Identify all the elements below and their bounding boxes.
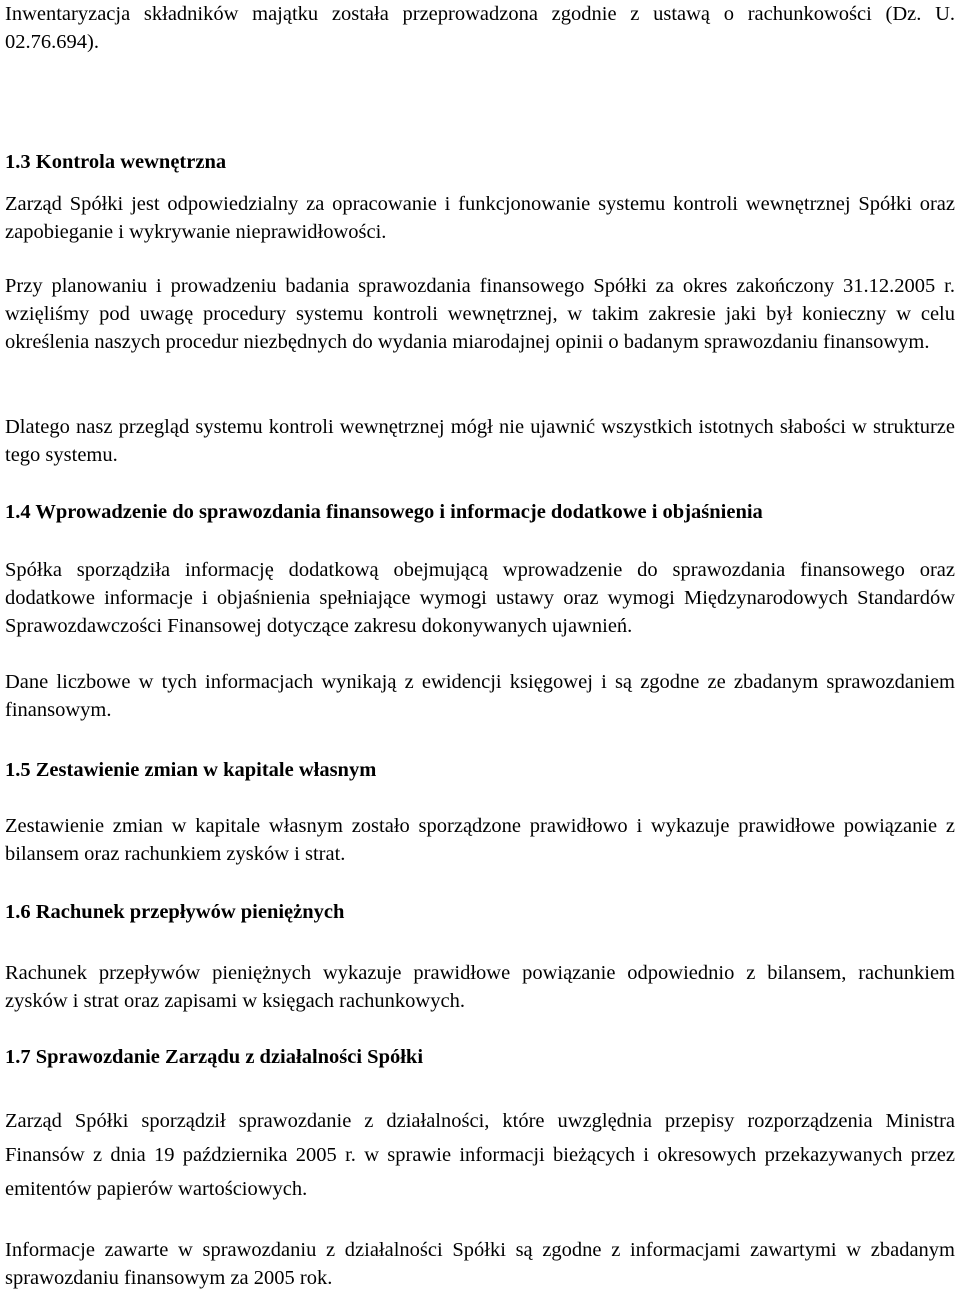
- section-1-3-paragraph-3-wrap: [5, 413, 955, 469]
- section-paragraph: Zarząd Spółki jest odpowiedzialny za opracowanie i funkcjonowanie systemu kontroli wewnętrznej Spółki oraz zapobieganie i wykrywanie nieprawidłowości.: [5, 193, 955, 243]
- section-paragraph: Rachunek przepływów pieniężnych wykazuje prawidłowe powiązanie odpowiednio z bilansem, rachunkiem zysków i strat oraz zapisami w księgach rachunkowych.: [5, 962, 955, 1012]
- section-heading: 1.6 Rachunek przepływów pieniężnych: [5, 901, 345, 923]
- section-paragraph: Zestawienie zmian w kapitale własnym zostało sporządzone prawidłowo i wykazuje prawidłowe powiązanie z bilansem oraz rachunkiem zysków i strat.: [5, 815, 955, 865]
- section-1-6: [5, 898, 955, 926]
- section-1-5: [5, 756, 955, 784]
- section-heading: 1.7 Sprawozdanie Zarządu z działalności Spółki: [5, 1046, 424, 1068]
- section-paragraph: Informacje zawarte w sprawozdaniu z działalności Spółki są zgodne z informacjami zawartymi w zbadanym sprawozdaniu finansowym za 2005 rok.: [5, 1239, 955, 1289]
- section-heading: 1.3 Kontrola wewnętrzna: [5, 151, 227, 173]
- section-heading: 1.4 Wprowadzenie do sprawozdania finansowego i informacje dodatkowe i objaśnienia: [5, 501, 763, 523]
- section-paragraph: Przy planowaniu i prowadzeniu badania sprawozdania finansowego Spółki za okres zakończony 31.12.2005 r. wzięliśmy pod uwagę procedury systemu kontroli wewnętrznej, w takim zakresie jaki był konieczny w celu określenia naszych procedur niezbędnych do wydania miarodajnej opinii o badanym sprawozdaniu finansowym.: [5, 275, 955, 353]
- section-1-4-paragraph-1-wrap: [5, 556, 955, 640]
- section-1-3: [5, 148, 955, 176]
- section-1-7-paragraph-1-wrap: [5, 1104, 955, 1206]
- section-1-5-paragraph-1-wrap: [5, 812, 955, 868]
- section-1-3-paragraph-2-wrap: [5, 272, 955, 356]
- section-paragraph: Dlatego nasz przegląd systemu kontroli wewnętrznej mógł nie ujawnić wszystkich istotnych słabości w strukturze tego systemu.: [5, 416, 955, 466]
- section-1-7-paragraph-2-wrap: [5, 1236, 955, 1292]
- section-1-6-paragraph-1-wrap: [5, 959, 955, 1015]
- section-1-4: [5, 498, 955, 526]
- section-paragraph: Zarząd Spółki sporządził sprawozdanie z działalności, które uwzględnia przepisy rozporządzenia Ministra Finansów z dnia 19 października 2005 r. w sprawie informacji bieżących i okresowych przekazywanych przez emitentów papierów wartościowych.: [5, 1110, 955, 1200]
- section-1-7: [5, 1043, 955, 1071]
- section-heading: 1.5 Zestawienie zmian w kapitale własnym: [5, 759, 377, 781]
- intro-block: [5, 0, 955, 56]
- intro-paragraph: Inwentaryzacja składników majątku została przeprowadzona zgodnie z ustawą o rachunkowości (Dz. U. 02.76.694).: [5, 3, 955, 53]
- section-1-4-paragraph-2-wrap: [5, 668, 955, 724]
- section-paragraph: Dane liczbowe w tych informacjach wynikają z ewidencji księgowej i są zgodne ze zbadanym sprawozdaniem finansowym.: [5, 671, 955, 721]
- section-1-3-paragraph-1-wrap: [5, 190, 955, 246]
- section-paragraph: Spółka sporządziła informację dodatkową obejmującą wprowadzenie do sprawozdania finansowego oraz dodatkowe informacje i objaśnienia spełniające wymogi ustawy oraz wymogi Międzynarodowych Standardów Sprawozdawczości Finansowej dotyczące zakresu dokonywanych ujawnień.: [5, 559, 955, 637]
